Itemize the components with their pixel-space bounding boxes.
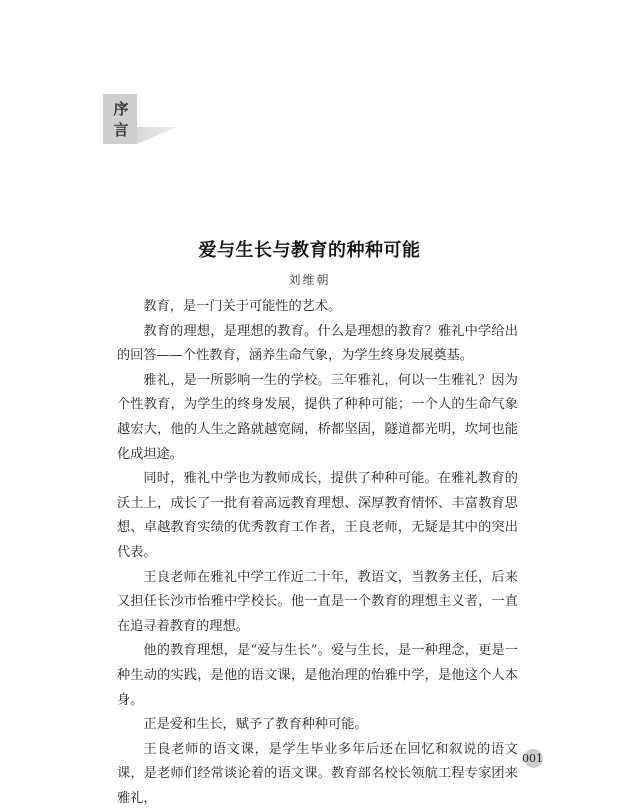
section-tab-char-2: 言 xyxy=(113,121,129,139)
paragraph: 正是爱和生长，赋予了教育种种可能。 xyxy=(143,717,368,733)
section-tab-char-1: 序 xyxy=(113,100,129,118)
paragraph: 雅礼，是一所影响一生的学校。三年雅礼，何以一生雅礼？因为个性教育，为学生的终身发展，提供了种种可能；一个人的生命气象越宏大，他的人生之路就越宽阔，桥都坚固，隧道都光明，坎坷也能化成坦途。 xyxy=(117,372,518,462)
chapter-title: 爱与生长与教育的种种可能 xyxy=(198,240,421,261)
paragraph: 王良老师在雅礼中学工作近二十年，教语文，当教务主任，后来又担任长沙市怡雅中学校长。他一直是一个教育的理想主义者，一直在追寻着教育的理想。 xyxy=(117,569,518,634)
page-number: 001 xyxy=(522,752,543,765)
section-tab-wedge xyxy=(137,127,177,144)
body-text xyxy=(117,295,518,811)
author-name: 刘维朝 xyxy=(288,273,331,287)
paragraph: 教育，是一门关于可能性的艺术。 xyxy=(143,299,342,314)
paragraph: 教育的理想，是理想的教育。什么是理想的教育？雅礼中学给出的回答——个性教育，涵养生命气象，为学生终身发展奠基。 xyxy=(117,323,518,364)
paragraph: 同时，雅礼中学也为教师成长，提供了种种可能。在雅礼教育的沃土上，成长了一批有着高远教育理想、深厚教育情怀、丰富教育思想、卓越教育实绩的优秀教育工作者，王良老师，无疑是其中的突出代表。 xyxy=(117,471,518,560)
paragraph: 他的教育理想，是“爱与生长”。爱与生长，是一种理念，更是一种生动的实践，是他的语文课，是他治理的怡雅中学，是他这个人本身。 xyxy=(117,643,518,708)
paragraph: 王良老师的语文课，是学生毕业多年后还在回忆和叙说的语文课，是老师们经常谈论着的语文课。教育部名校长领航工程专家团来雅礼， xyxy=(117,741,518,806)
